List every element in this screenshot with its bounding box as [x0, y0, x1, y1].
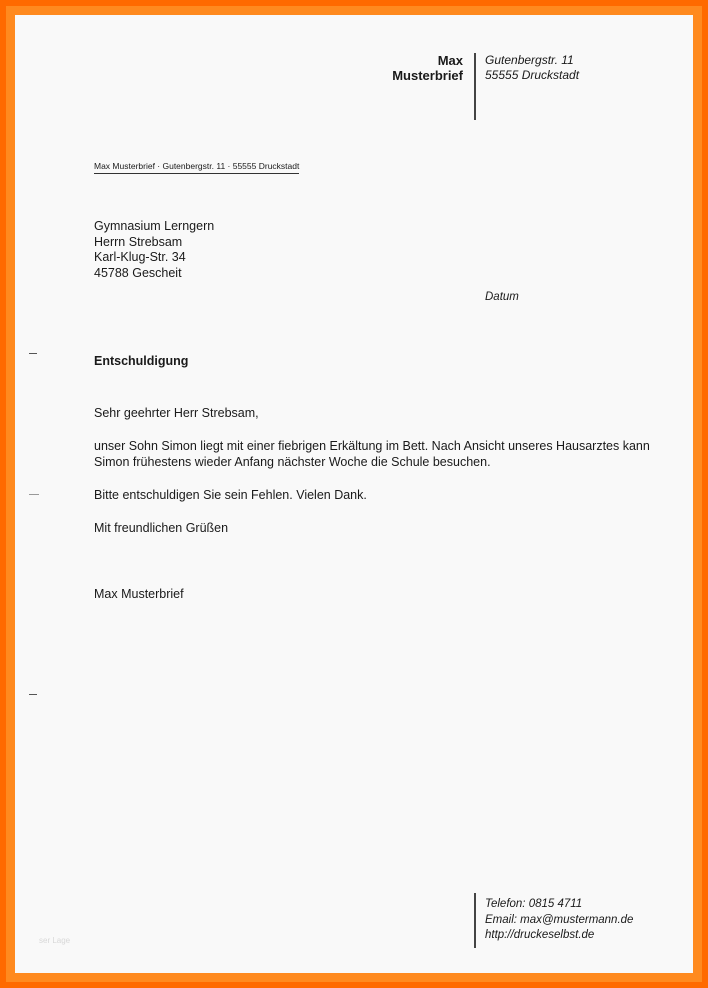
footer-email: Email: max@mustermann.de: [485, 913, 634, 926]
recipient-address: [94, 219, 214, 281]
date-label: Datum: [485, 291, 519, 303]
footer-web: http://druckeselbst.de: [485, 929, 595, 941]
signature: Max Musterbrief: [94, 587, 184, 601]
recipient-line: 45788 Gescheit: [94, 265, 182, 280]
recipient-line: Karl-Klug-Str. 34: [94, 250, 186, 264]
footer-contact: [485, 897, 633, 944]
fold-mark-top: [29, 353, 37, 354]
footer-divider: [474, 893, 476, 948]
return-address-line: Max Musterbrief · Gutenbergstr. 11 · 55555 Druckstadt: [94, 161, 299, 174]
footer-phone: Telefon: 0815 4711: [485, 898, 583, 910]
header-divider: [474, 53, 476, 120]
body-paragraph-2: Bitte entschuldigen Sie sein Fehlen. Vielen Dank.: [94, 488, 367, 502]
letter-page: [15, 15, 693, 973]
sender-first-name: Max: [437, 53, 463, 68]
sender-street: Gutenbergstr. 11: [485, 53, 574, 67]
closing: Mit freundlichen Grüßen: [94, 521, 229, 535]
watermark-text: ser Lage: [39, 936, 71, 945]
fold-mark-bottom: [29, 694, 37, 695]
sender-city: 55555 Druckstadt: [485, 68, 580, 82]
sender-last-name: Musterbrief: [392, 68, 463, 83]
punch-mark: [29, 494, 39, 495]
sender-address: [485, 53, 579, 83]
salutation: Sehr geehrter Herr Strebsam,: [94, 406, 259, 420]
recipient-line: Herrn Strebsam: [94, 234, 183, 249]
sender-name: [345, 53, 463, 83]
subject-line: Entschuldigung: [94, 354, 189, 368]
recipient-line: Gymnasium Lerngern: [94, 219, 215, 233]
body-paragraph-1: unser Sohn Simon liegt mit einer fiebrigen Erkältung im Bett. Nach Ansicht unseres Hausarztes kann Simon frühestens wieder Anfang nächster Woche die Schule besuchen.: [94, 439, 650, 469]
